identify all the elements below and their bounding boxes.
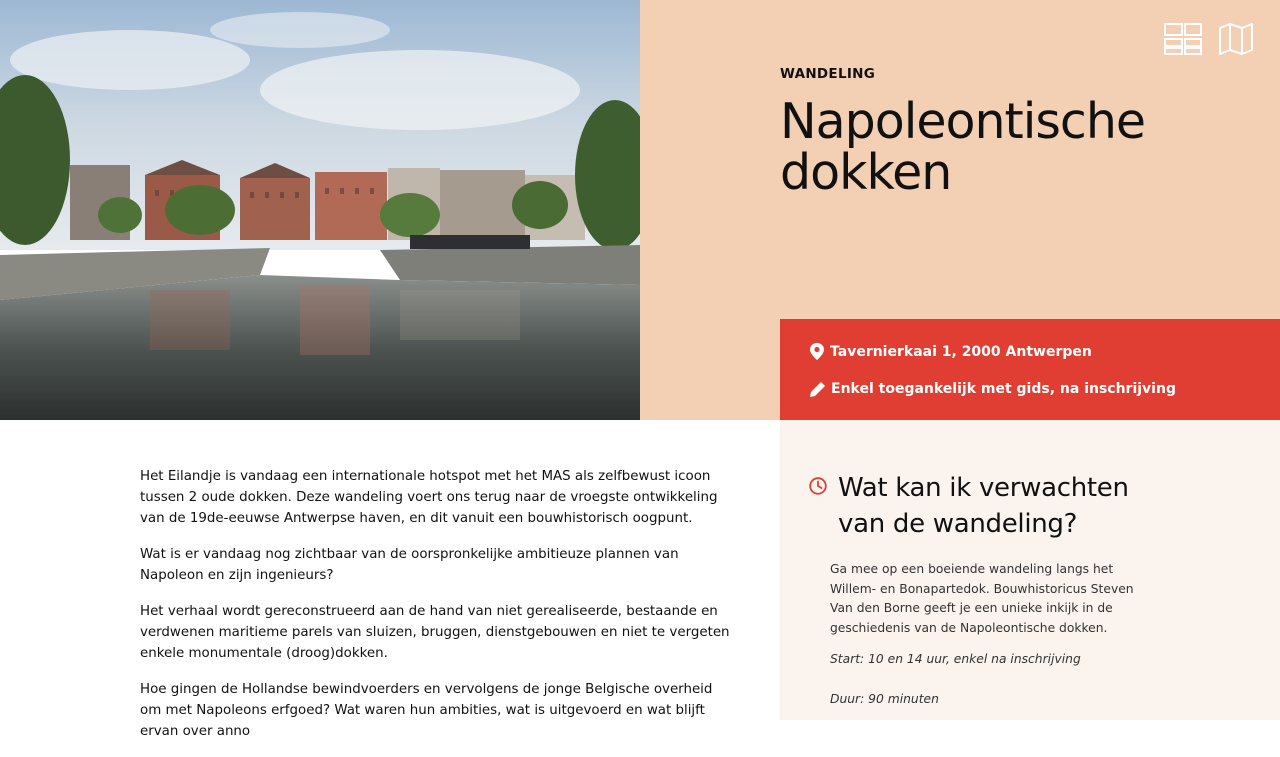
expectations-sidebar (780, 420, 1280, 720)
category-label: WANDELING (780, 66, 876, 82)
address-text: Tavernierkaai 1, 2000 Antwerpen (830, 343, 1092, 360)
grid-view-button[interactable] (1164, 22, 1202, 56)
sidebar-title: Wat kan ik verwachten van de wandeling? (838, 473, 1129, 539)
grid-icon (1164, 22, 1202, 56)
duration: Duur: 90 minuten (830, 692, 939, 706)
article-paragraph-4: Hoe gingen de Hollandse bewindvoerders en vervolgens de jonge Belgische overheid om met Napoleons erfgoed? Wat waren hun ambities, wat is uitgevoerd en wat blijft ervan over anno (140, 682, 713, 739)
address-row (810, 343, 1092, 360)
hero-photo (0, 0, 640, 420)
location-pin-icon (810, 343, 824, 360)
sidebar-description: Ga mee op een boeiende wandeling langs het Willem- en Bonapartedok. Bouwhistoricus Steven Van den Borne geeft je een unieke inkijk in de geschiedenis van de Napoleontische dokken. (830, 562, 1134, 635)
access-row (810, 381, 1176, 397)
article-body (140, 466, 735, 757)
article-paragraph-2: Wat is er vandaag nog zichtbaar van de oorspronkelijke ambitieuze plannen van Napoleon en zijn ingenieurs? (140, 547, 679, 583)
page-title: Napoleontische dokken (780, 93, 1146, 201)
article-paragraph-3: Het verhaal wordt gereconstrueerd aan de hand van niet gerealiseerde, bestaande en verdwenen maritieme parels van sluizen, bruggen, dienstgebouwen en niet te vergeten enkele monumentale (droog)dokken. (140, 604, 730, 661)
info-box (780, 319, 1280, 420)
map-icon (1218, 22, 1254, 56)
dock-photo-image (0, 0, 640, 420)
start-time: Start: 10 en 14 uur, enkel na inschrijving (830, 652, 1081, 666)
clock-icon (809, 477, 827, 495)
pencil-icon (810, 382, 825, 397)
map-view-button[interactable] (1218, 22, 1254, 56)
access-text: Enkel toegankelijk met gids, na inschrijving (831, 381, 1176, 397)
article-paragraph-1: Het Eilandje is vandaag een internationale hotspot met het MAS als zelfbewust icoon tussen 2 oude dokken. Deze wandeling voert ons terug naar de vroegste ontwikkeling van de 19de-eeuwse Antwerpse haven, en dit vanuit een bouwhistorisch oogpunt. (140, 469, 718, 526)
